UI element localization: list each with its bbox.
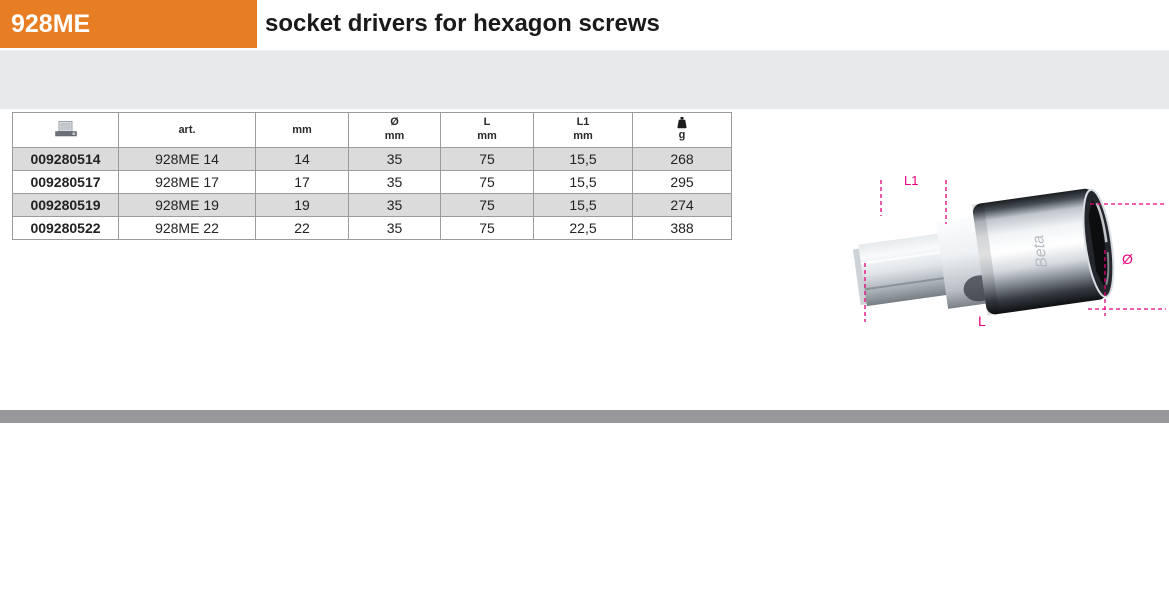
table-cell: 35 (349, 171, 441, 194)
table-row (13, 217, 732, 240)
table-cell: 75 (441, 171, 534, 194)
column-header-code (13, 113, 119, 148)
table-cell: 009280522 (13, 217, 119, 240)
page-header (0, 0, 1169, 48)
spec-table-header-row (13, 113, 732, 148)
table-cell: 22 (256, 217, 349, 240)
table-cell: 75 (441, 148, 534, 171)
table-cell: 268 (633, 148, 732, 171)
label-diameter: Ø (1122, 251, 1133, 267)
column-header-diameter: Ø mm (349, 113, 441, 148)
table-cell: 35 (349, 194, 441, 217)
table-cell: 388 (633, 217, 732, 240)
label-l1: L1 (904, 173, 919, 188)
column-header-art: art. (119, 113, 256, 148)
weight-icon (677, 117, 687, 129)
column-header-weight: g (633, 113, 732, 148)
table-cell: 009280519 (13, 194, 119, 217)
table-cell: 15,5 (534, 194, 633, 217)
table-cell: 17 (256, 171, 349, 194)
separator-bar (0, 410, 1169, 423)
table-cell: 75 (441, 194, 534, 217)
table-cell: 14 (256, 148, 349, 171)
catalog-code-icon (55, 121, 77, 137)
table-cell: 15,5 (534, 171, 633, 194)
table-cell: 928ME 19 (119, 194, 256, 217)
table-cell: 295 (633, 171, 732, 194)
socket-driver-photo (850, 186, 1119, 333)
table-row (13, 148, 732, 171)
table-row (13, 171, 732, 194)
table-cell: 35 (349, 217, 441, 240)
brand-engraving: Beta (1029, 233, 1052, 269)
table-cell: 35 (349, 148, 441, 171)
spec-table (12, 112, 732, 240)
label-length: L (978, 313, 986, 329)
page-title: socket drivers for hexagon screws (265, 10, 660, 37)
column-header-length: L mm (441, 113, 534, 148)
attribute-icon-band (0, 50, 1169, 109)
column-header-length1: L1 mm (534, 113, 633, 148)
product-figure (850, 158, 1169, 336)
table-cell: 22,5 (534, 217, 633, 240)
table-cell: 15,5 (534, 148, 633, 171)
table-cell: 009280514 (13, 148, 119, 171)
model-code: 928ME (11, 10, 91, 38)
table-cell: 75 (441, 217, 534, 240)
spec-table-body (13, 148, 732, 240)
table-cell: 928ME 17 (119, 171, 256, 194)
table-cell: 274 (633, 194, 732, 217)
table-cell: 009280517 (13, 171, 119, 194)
column-header-size-mm: mm (256, 113, 349, 148)
table-row (13, 194, 732, 217)
table-cell: 19 (256, 194, 349, 217)
table-cell: 928ME 14 (119, 148, 256, 171)
table-cell: 928ME 22 (119, 217, 256, 240)
